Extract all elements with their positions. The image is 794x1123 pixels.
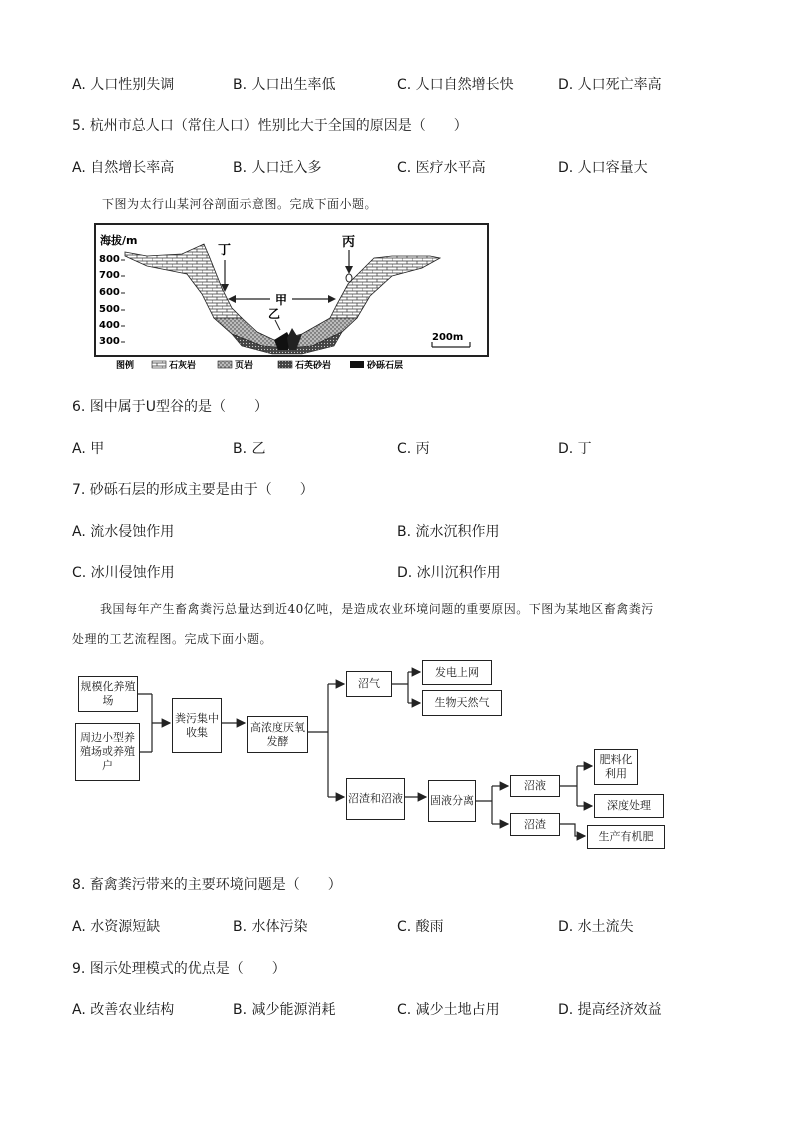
q5-stem: 5. 杭州市总人口（常住人口）性别比大于全国的原因是（ ） [72, 118, 468, 134]
box-collect: 粪污集中收集 [172, 698, 222, 753]
q7-option-a[interactable]: A. 流水侵蚀作用 [72, 524, 175, 540]
q8-option-d[interactable]: D. 水土流失 [558, 919, 634, 935]
scale-label: 200m [432, 332, 464, 343]
q6-option-c[interactable]: C. 丙 [397, 441, 430, 457]
q6-stem: 6. 图中属于U型谷的是（ ） [72, 399, 269, 415]
q7-option-c[interactable]: C. 冰川侵蚀作用 [72, 565, 175, 581]
box-liquid: 沼液 [510, 775, 560, 797]
label-yi: 乙 [268, 307, 281, 321]
q4-option-b[interactable]: B. 人口出生率低 [233, 77, 336, 93]
box-residue-liquid: 沼渣和沼液 [346, 778, 405, 820]
box-separate: 固液分离 [428, 780, 476, 822]
q9-option-c[interactable]: C. 减少土地占用 [397, 1002, 500, 1018]
q7-option-d[interactable]: D. 冰川沉积作用 [397, 565, 501, 581]
q8-option-c[interactable]: C. 酸雨 [397, 919, 444, 935]
q7-stem: 7. 砂砾石层的形成主要是由于（ ） [72, 482, 314, 498]
y-axis-label: 海拔/m [100, 234, 138, 247]
label-bing: 丙 [342, 235, 356, 250]
box-deep-treatment: 深度处理 [594, 794, 664, 818]
box-natgas: 生物天然气 [422, 690, 502, 716]
y-tick-500: 500 [99, 304, 120, 315]
q4-option-a[interactable]: A. 人口性别失调 [72, 77, 175, 93]
box-small-farm: 周边小型养殖场或养殖户 [75, 723, 140, 781]
y-tick-800: 800 [99, 254, 120, 265]
q9-option-b[interactable]: B. 减少能源消耗 [233, 1002, 336, 1018]
legend-limestone: 石灰岩 [169, 361, 197, 371]
q9-option-d[interactable]: D. 提高经济效益 [558, 1002, 662, 1018]
q7-option-b[interactable]: B. 流水沉积作用 [397, 524, 500, 540]
box-biogas: 沼气 [346, 671, 392, 697]
valley-cross-section-figure [92, 222, 492, 380]
q5-option-c[interactable]: C. 医疗水平高 [397, 160, 486, 176]
q4-option-c[interactable]: C. 人口自然增长快 [397, 77, 514, 93]
intro-valley: 下图为太行山某河谷剖面示意图。完成下面小题。 [102, 197, 378, 211]
box-fertilizer-use: 肥料化利用 [594, 749, 638, 785]
q6-option-a[interactable]: A. 甲 [72, 441, 105, 457]
legend-quartz-sandstone: 石英砂岩 [295, 361, 332, 371]
q8-option-b[interactable]: B. 水体污染 [233, 919, 308, 935]
legend-title: 图例 [116, 361, 135, 371]
label-ding: 丁 [218, 243, 232, 258]
q5-option-d[interactable]: D. 人口容量大 [558, 160, 648, 176]
q6-option-d[interactable]: D. 丁 [558, 441, 592, 457]
q8-stem: 8. 畜禽粪污带来的主要环境问题是（ ） [72, 877, 342, 893]
q9-option-a[interactable]: A. 改善农业结构 [72, 1002, 175, 1018]
intro-manure-line1: 我国每年产生畜禽粪污总量达到近40亿吨，是造成农业环境问题的重要原因。下图为某地区畜禽粪污 [100, 602, 654, 616]
box-large-farm: 规模化养殖场 [78, 676, 138, 712]
q5-option-b[interactable]: B. 人口迁入多 [233, 160, 322, 176]
legend-gravel: 砂砾石层 [367, 361, 404, 371]
legend-shale: 页岩 [235, 361, 254, 371]
y-tick-600: 600 [99, 287, 120, 298]
box-power: 发电上网 [422, 660, 492, 685]
box-organic-fertilizer: 生产有机肥 [587, 825, 665, 849]
intro-manure-line2: 处理的工艺流程图。完成下面小题。 [72, 632, 273, 646]
q5-option-a[interactable]: A. 自然增长率高 [72, 160, 175, 176]
q8-option-a[interactable]: A. 水资源短缺 [72, 919, 161, 935]
y-tick-400: 400 [99, 320, 120, 331]
label-jia: 甲 [275, 293, 288, 307]
y-tick-700: 700 [99, 270, 120, 281]
q6-option-b[interactable]: B. 乙 [233, 441, 266, 457]
y-tick-300: 300 [99, 336, 120, 347]
q9-stem: 9. 图示处理模式的优点是（ ） [72, 961, 286, 977]
q4-option-d[interactable]: D. 人口死亡率高 [558, 77, 662, 93]
box-ferment: 高浓度厌氧发酵 [247, 716, 308, 753]
box-residue: 沼渣 [510, 813, 560, 836]
